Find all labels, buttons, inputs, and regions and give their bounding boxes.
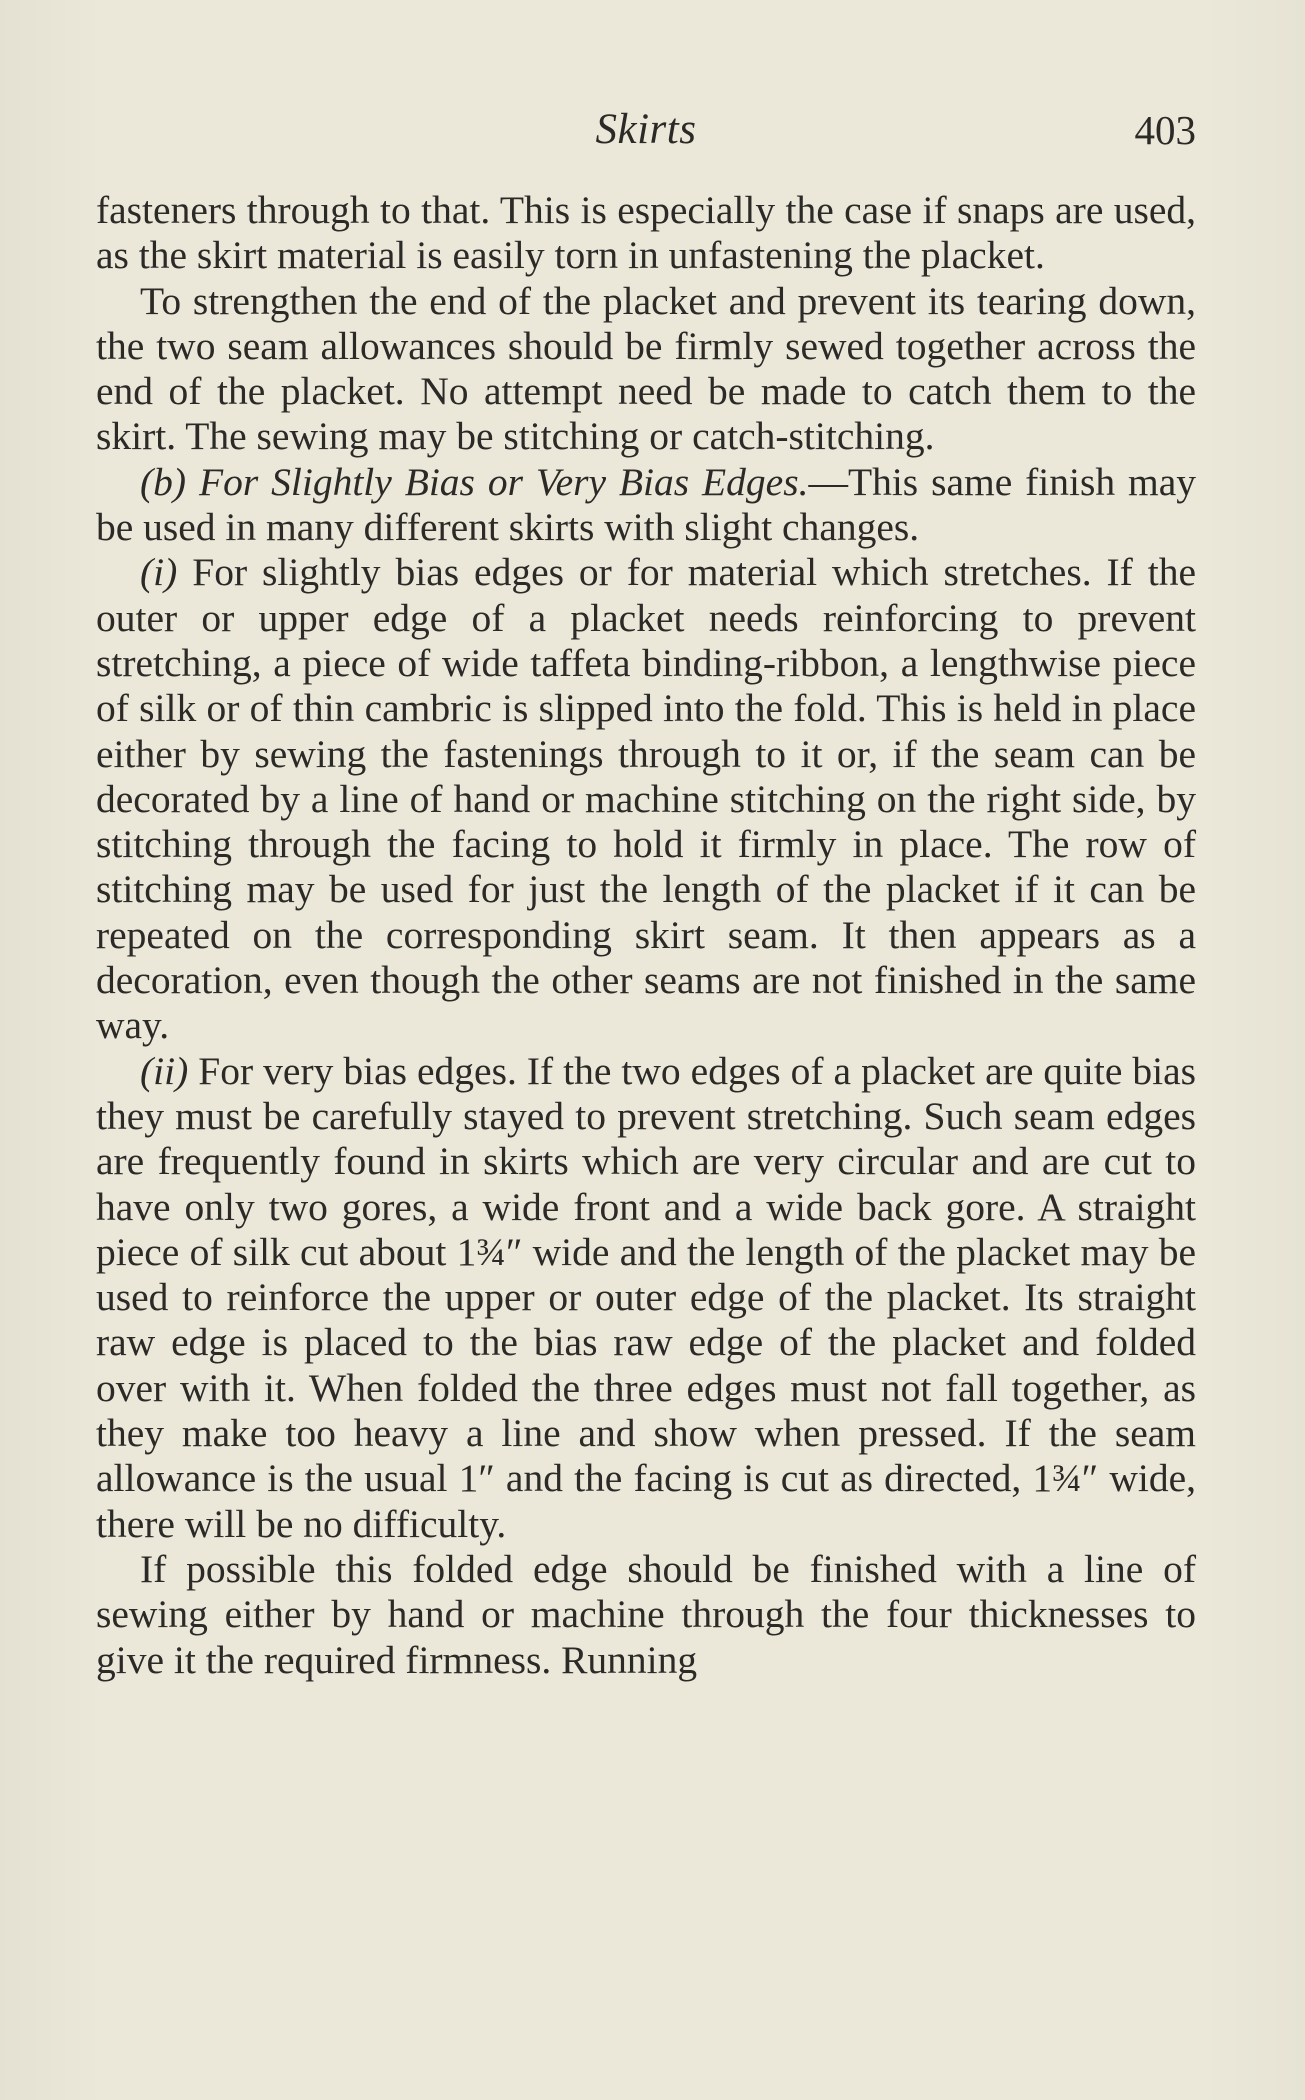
paragraph-very-bias xyxy=(96,1049,1196,1547)
paragraph-folded-edge: If possible this folded edge should be finished with a line of sewing either by hand or machine through the four thicknesses to give it the required firmness. Running xyxy=(96,1546,1196,1682)
chapter-title: Skirts xyxy=(595,106,697,153)
paragraph-strengthen: To strengthen the end of the placket and prevent its tearing down, the two seam allowances should be firmly sewed together across the end of the placket. No attempt need be made to catch them to the skirt. The sewing may be stitching or catch-stitching. xyxy=(96,278,1196,459)
section-heading: For Slightly Bias or Very Bias Edges. xyxy=(198,459,809,504)
page-number: 403 xyxy=(1134,107,1196,153)
paragraph-bias-edges xyxy=(96,460,1196,551)
item-label-i: (i) xyxy=(140,550,178,595)
section-intro-text: —This same finish may be used in many different skirts with slight changes. xyxy=(96,459,1197,550)
item-text-ii: For very bias edges. If the two edges of a placket are quite bias they must be carefully stayed to prevent stretching. Such seam edges are frequently found in skirts which are very circular and are cut to have only two gores, a wide front and a wide back gore. A straight piece of silk cut about 1¾″ wide and the length of the placket may be used to reinforce the upper or outer edge of the placket. Its straight raw edge is placed to the bias raw edge of the placket and folded over with it. When folded the three edges must not fall together, as they make too heavy a line and show when pressed. If the seam allowance is the usual 1″ and the facing is cut as directed, 1¾″ wide, there will be no difficulty. xyxy=(96,1048,1196,1546)
item-text-i: For slightly bias edges or for material which stretches. If the outer or upper edge of a placket needs reinforcing to prevent stretching, a piece of wide taffeta binding-ribbon, a lengthwise piece of silk or of thin cambric is slipped into the fold. This is held in place either by sewing the fastenings through to it or, if the seam can be decorated by a line of hand or machine stitching on the right side, by stitching through the facing to hold it firmly in place. The row of stitching may be used for just the length of the placket if it can be repeated on the corresponding skirt seam. It then appears as a decoration, even though the other seams are not finished in the same way. xyxy=(96,550,1197,1048)
section-label-b: (b) xyxy=(140,459,187,504)
running-head xyxy=(96,100,1196,160)
paragraph-continuation: fasteners through to that. This is especially the case if snaps are used, as the skirt material is easily torn in unfastening the placket. xyxy=(96,188,1196,278)
paragraph-slightly-bias xyxy=(96,550,1196,1048)
body-text xyxy=(96,188,1196,1683)
item-label-ii: (ii) xyxy=(140,1048,189,1093)
